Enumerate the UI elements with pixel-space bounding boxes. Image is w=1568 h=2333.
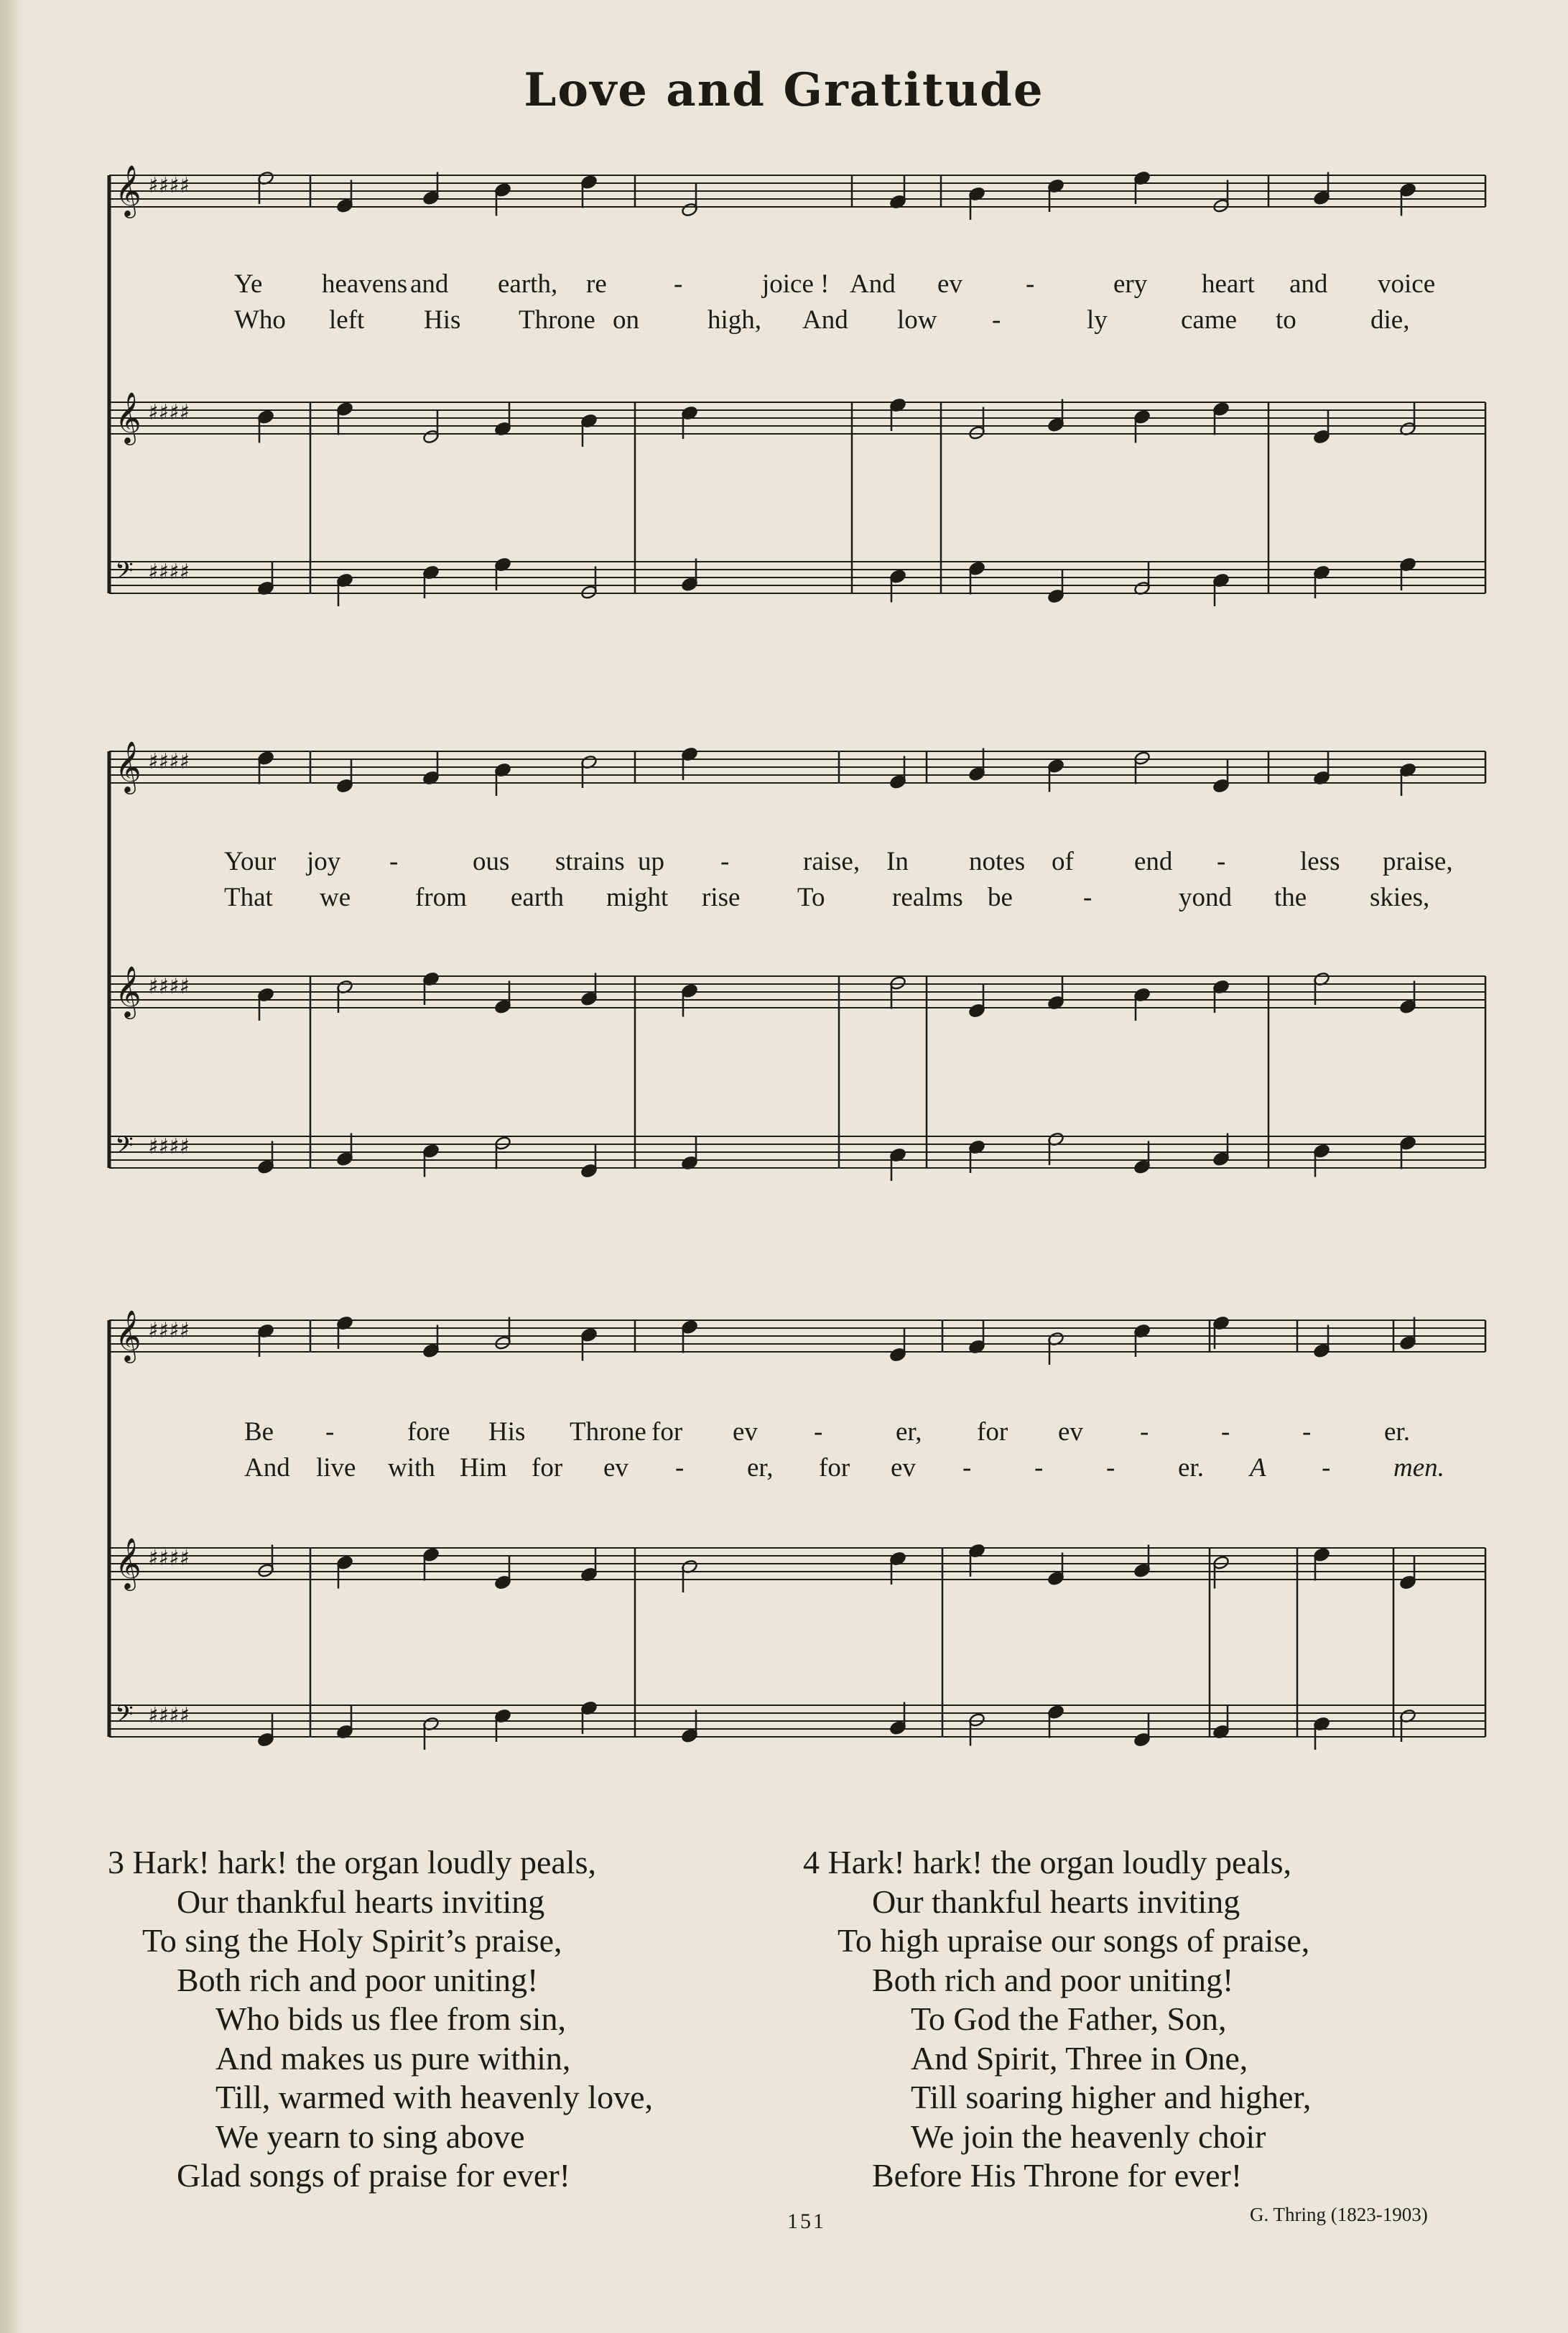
verse-line: Glad songs of praise for ever! xyxy=(177,2157,570,2194)
verse-line: 3 Hark! hark! the organ loudly peals, xyxy=(108,1844,597,1880)
lyric-syllable: Ye xyxy=(234,269,263,299)
lyric-syllable: And xyxy=(244,1453,290,1483)
lyric-syllable: er, xyxy=(747,1453,774,1483)
lyric-syllable: end xyxy=(1134,847,1173,876)
verse-line: Our thankful hearts inviting xyxy=(872,1883,1240,1920)
lyric-syllable: - xyxy=(1026,269,1035,299)
key-signature-sharps-icon: ♯♯♯♯ xyxy=(148,974,190,999)
lyric-syllable: Be xyxy=(244,1417,274,1447)
lyric-syllable: heavens xyxy=(322,269,408,299)
verse-line: Both rich and poor uniting! xyxy=(177,1961,539,1998)
lyric-syllable: Throne xyxy=(570,1417,646,1447)
lyric-syllable: And xyxy=(850,269,896,299)
verse-line: Before His Throne for ever! xyxy=(872,2157,1243,2194)
bass-clef-icon: 𝄢 xyxy=(115,1132,134,1165)
lyric-syllable: low xyxy=(897,305,937,335)
lyric-syllable: heart xyxy=(1202,269,1255,299)
lyric-syllable: high, xyxy=(708,305,762,335)
key-signature-sharps-icon: ♯♯♯♯ xyxy=(148,1318,190,1343)
lyric-syllable: His xyxy=(424,305,461,335)
key-signature-sharps-icon: ♯♯♯♯ xyxy=(148,749,190,774)
lyric-syllable: - xyxy=(389,847,399,876)
lyric-syllable: raise, xyxy=(803,847,860,876)
page-number: 151 xyxy=(787,2209,826,2233)
lyric-syllable: - xyxy=(675,1453,685,1483)
treble-clef-icon: 𝄞 xyxy=(115,1536,142,1589)
key-signature-sharps-icon: ♯♯♯♯ xyxy=(148,1546,190,1571)
lyric-syllable: ous xyxy=(473,847,510,876)
lyric-syllable: ev xyxy=(1058,1417,1083,1447)
key-signature-sharps-icon: ♯♯♯♯ xyxy=(148,1134,190,1159)
lyric-syllable: Your xyxy=(224,847,277,876)
hymn-title: Love and Gratitude xyxy=(524,63,1044,117)
lyric-syllable: - xyxy=(674,269,683,299)
lyric-syllable: ev xyxy=(937,269,962,299)
verse-line: Till soaring higher and higher, xyxy=(911,2079,1312,2115)
lyric-syllable: - xyxy=(1034,1453,1044,1483)
lyric-syllable: His xyxy=(488,1417,526,1447)
lyric-syllable: ev xyxy=(891,1453,916,1483)
lyric-syllable: and xyxy=(410,269,449,299)
lyric-syllable: for xyxy=(977,1417,1008,1447)
verse-line: To high upraise our songs of praise, xyxy=(838,1922,1310,1959)
lyric-syllable: - xyxy=(814,1417,823,1447)
verse-line: Till, warmed with heavenly love, xyxy=(215,2079,653,2115)
lyric-syllable: ery xyxy=(1113,269,1148,299)
lyric-syllable: fore xyxy=(407,1417,450,1447)
lyric-syllable: To xyxy=(797,883,825,912)
lyric-syllable: men. xyxy=(1393,1453,1444,1483)
verse-number: 3 xyxy=(108,1844,124,1880)
lyric-syllable: er, xyxy=(896,1417,922,1447)
verse-line: To God the Father, Son, xyxy=(911,2000,1227,2037)
verse-line: And makes us pure within, xyxy=(215,2039,571,2077)
verse-line: Our thankful hearts inviting xyxy=(177,1883,545,1920)
treble-clef-icon: 𝄞 xyxy=(115,965,142,1017)
verse-3 xyxy=(108,1843,653,2196)
lyric-syllable: er. xyxy=(1178,1453,1204,1483)
lyric-syllable: - xyxy=(1221,1417,1230,1447)
lyric-syllable: re xyxy=(586,269,607,299)
lyric-syllable: That xyxy=(224,883,273,912)
treble-clef-icon: 𝄞 xyxy=(115,164,142,216)
lyric-syllable: er. xyxy=(1384,1417,1410,1447)
key-signature-sharps-icon: ♯♯♯♯ xyxy=(148,560,190,585)
lyric-syllable: die, xyxy=(1370,305,1410,335)
lyric-syllable: Him xyxy=(460,1453,507,1483)
verse-line: Both rich and poor uniting! xyxy=(872,1961,1234,1998)
key-signature-sharps-icon: ♯♯♯♯ xyxy=(148,173,190,198)
bass-clef-icon: 𝄢 xyxy=(115,557,134,590)
lyric-syllable: voice xyxy=(1378,269,1436,299)
lyric-syllable: for xyxy=(819,1453,850,1483)
lyric-syllable: strains xyxy=(555,847,625,876)
lyric-syllable: might xyxy=(606,883,669,912)
lyric-syllable: and xyxy=(1289,269,1328,299)
treble-clef-icon: 𝄞 xyxy=(115,740,142,792)
lyric-syllable: earth, xyxy=(498,269,558,299)
verse-line: And Spirit, Three in One, xyxy=(911,2039,1248,2077)
verse-line: We yearn to sing above xyxy=(215,2118,525,2155)
lyric-syllable: - xyxy=(1302,1417,1312,1447)
lyric-syllable: for xyxy=(651,1417,683,1447)
lyric-syllable: notes xyxy=(969,847,1026,876)
lyric-syllable: And xyxy=(802,305,848,335)
verse-line: We join the heavenly choir xyxy=(911,2118,1266,2155)
lyric-syllable: - xyxy=(1217,847,1226,876)
lyric-syllable: - xyxy=(992,305,1001,335)
author-attribution: G. Thring (1823-1903) xyxy=(1250,2204,1428,2225)
lyric-syllable: the xyxy=(1274,883,1307,912)
treble-clef-icon: 𝄞 xyxy=(115,391,142,443)
lyric-syllable: of xyxy=(1052,847,1074,876)
lyric-syllable: from xyxy=(415,883,467,912)
lyric-syllable: left xyxy=(329,305,365,335)
lyric-syllable: for xyxy=(532,1453,563,1483)
lyric-syllable: to xyxy=(1276,305,1296,335)
lyric-syllable: with xyxy=(388,1453,435,1483)
lyric-syllable: live xyxy=(316,1453,356,1483)
lyric-syllable: realms xyxy=(892,883,963,912)
lyric-syllable: rise xyxy=(702,883,741,912)
verse-line: Who bids us flee from sin, xyxy=(215,2000,567,2037)
lyric-syllable: skies, xyxy=(1370,883,1430,912)
lyric-syllable: less xyxy=(1300,847,1340,876)
lyric-syllable: praise, xyxy=(1383,847,1453,876)
verse-number: 4 xyxy=(803,1844,820,1880)
lyric-syllable: on xyxy=(613,305,639,335)
bass-clef-icon: 𝄢 xyxy=(115,1701,134,1734)
verse-4 xyxy=(803,1843,1311,2196)
lyric-syllable: Throne xyxy=(519,305,595,335)
lyric-syllable: be xyxy=(988,883,1013,912)
lyric-syllable: - xyxy=(1140,1417,1149,1447)
lyric-syllable: - xyxy=(720,847,730,876)
treble-clef-icon: 𝄞 xyxy=(115,1309,142,1361)
verse-line: 4 Hark! hark! the organ loudly peals, xyxy=(803,1844,1292,1880)
verse-line: To sing the Holy Spirit’s praise, xyxy=(142,1922,562,1959)
lyric-syllable: ly xyxy=(1087,305,1108,335)
key-signature-sharps-icon: ♯♯♯♯ xyxy=(148,1703,190,1728)
lyric-syllable: we xyxy=(320,883,351,912)
lyric-syllable: earth xyxy=(511,883,564,912)
lyric-syllable: Who xyxy=(234,305,286,335)
lyric-syllable: - xyxy=(1322,1453,1331,1483)
lyric-syllable: came xyxy=(1181,305,1238,335)
lyric-syllable: - xyxy=(962,1453,972,1483)
lyric-syllable: joice ! xyxy=(762,269,830,299)
lyric-syllable: ev xyxy=(603,1453,628,1483)
lyric-syllable: ev xyxy=(733,1417,758,1447)
lyric-syllable: - xyxy=(1083,883,1093,912)
lyric-syllable: up xyxy=(638,847,664,876)
lyric-syllable: - xyxy=(1106,1453,1115,1483)
lyric-syllable: - xyxy=(325,1417,335,1447)
lyric-syllable: joy xyxy=(307,847,341,876)
key-signature-sharps-icon: ♯♯♯♯ xyxy=(148,400,190,425)
lyric-syllable: yond xyxy=(1179,883,1232,912)
lyric-syllable: In xyxy=(886,847,909,876)
lyric-syllable: A xyxy=(1250,1453,1266,1483)
